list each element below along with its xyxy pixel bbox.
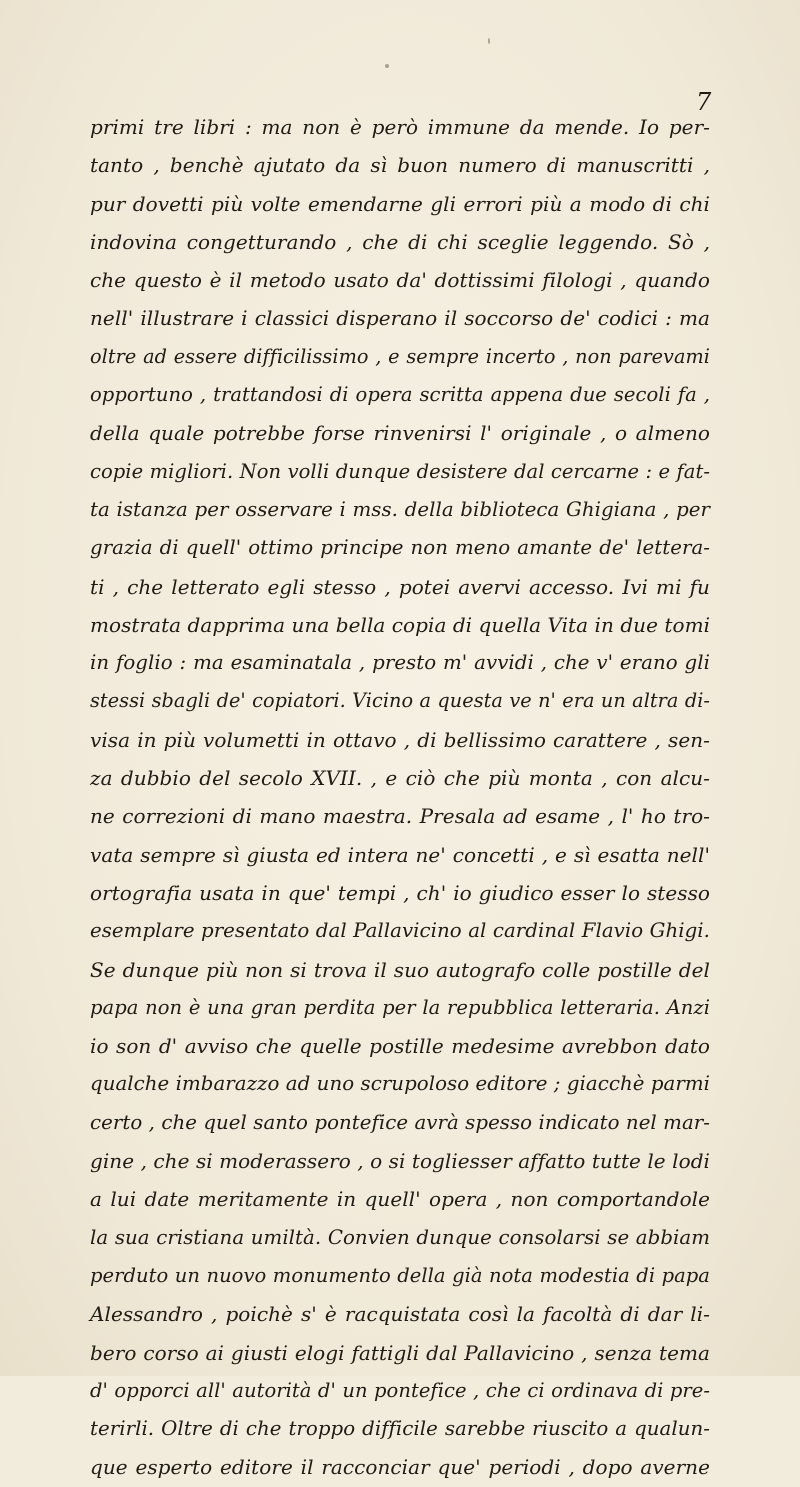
text-line: a lui date meritamente in quell' opera , non comportandole xyxy=(90,1187,710,1212)
text-line: qualche imbarazzo ad uno scrupoloso editore ; giacchè parmi xyxy=(90,1072,710,1096)
text-line: oltre ad essere difficilissimo , e sempre incerto , non parevami xyxy=(90,344,710,368)
page-number: 7 xyxy=(696,88,712,116)
text-line: che questo è il metodo usato da' dottissimi filologi , quando xyxy=(90,268,710,293)
text-line: terirli. Oltre di che troppo difficile sarebbe riuscito a qualun- xyxy=(90,1417,710,1441)
text-line: grazia di quell' ottimo principe non meno amante de' lettera- xyxy=(90,536,710,560)
text-line: que esperto editore il racconciar que' periodi , dopo averne xyxy=(90,1455,710,1480)
body-text xyxy=(90,108,710,1487)
paper-speck xyxy=(488,38,490,44)
text-line: perduto un nuovo monumento della già nota modestia di papa xyxy=(90,1263,710,1287)
text-line: indovina congetturando , che di chi sceglie leggendo. Sò , xyxy=(90,229,710,254)
text-line: bero corso ai giusti elogi fattigli dal Pallavicino , senza tema xyxy=(90,1340,710,1365)
text-line: Alessandro , poichè s' è racquistata così la facoltà di dar li- xyxy=(90,1302,710,1327)
text-line: nell' illustrare i classici disperano il soccorso de' codici : ma xyxy=(90,306,710,331)
text-line: visa in più volumetti in ottavo , di bellissimo carattere , sen- xyxy=(90,727,710,752)
text-line: della quale potrebbe forse rinvenirsi l' originale , o almeno xyxy=(90,421,710,446)
text-line: la sua cristiana umiltà. Convien dunque consolarsi se abbiam xyxy=(90,1225,710,1249)
text-line: io son d' avviso che quelle postille medesime avrebbon dato xyxy=(90,1034,710,1059)
text-line: vata sempre sì giusta ed intera ne' concetti , e sì esatta nell' xyxy=(90,842,710,867)
text-line: in foglio : ma esaminatala , presto m' avvidi , che v' erano gli xyxy=(90,651,710,675)
text-line: ta istanza per osservare i mss. della biblioteca Ghigiana , per xyxy=(90,497,710,521)
text-line: ne correzioni di mano maestra. Presala ad esame , l' ho tro- xyxy=(90,804,710,829)
text-line: ortografia usata in que' tempi , ch' io giudico esser lo stesso xyxy=(90,880,710,905)
text-line: copie migliori. Non volli dunque desistere dal cercarne : e fat- xyxy=(90,459,710,483)
text-line: opportuno , trattandosi di opera scritta appena due secoli fa , xyxy=(90,383,710,407)
text-line: papa non è una gran perdita per la repubblica letteraria. Anzi xyxy=(90,995,710,1019)
text-line: d' opporci all' autorità d' un pontefice , che ci ordinava di pre- xyxy=(90,1378,710,1402)
paper-speck xyxy=(385,64,389,68)
text-line: esemplare presentato dal Pallavicino al cardinal Flavio Ghigi. xyxy=(90,919,710,943)
text-line: za dubbio del secolo XVII. , e ciò che più monta , con alcu- xyxy=(90,766,710,791)
text-line: ti , che letterato egli stesso , potei avervi accesso. Ivi mi fu xyxy=(90,574,710,599)
text-line: stessi sbagli de' copiatori. Vicino a questa ve n' era un altra di- xyxy=(90,689,710,713)
text-line: Se dunque più non si trova il suo autografo colle postille del xyxy=(90,957,710,982)
text-line: gine , che si moderassero , o si togliesser affatto tutte le lodi xyxy=(90,1149,710,1174)
text-line: pur dovetti più volte emendarne gli errori più a modo di chi xyxy=(90,191,710,216)
text-line: mostrata dapprima una bella copia di quella Vita in due tomi xyxy=(90,612,711,637)
text-line: primi tre libri : ma non è però immune da mende. Io per- xyxy=(90,115,710,139)
text-line: tanto , benchè ajutato da sì buon numero di manuscritti , xyxy=(90,153,710,178)
text-line: certo , che quel santo pontefice avrà spesso indicato nel mar- xyxy=(90,1110,710,1134)
